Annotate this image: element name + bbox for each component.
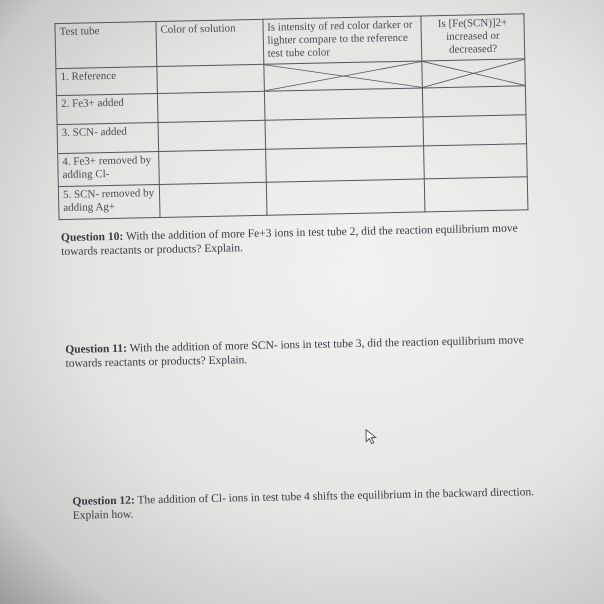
question-10 bbox=[61, 221, 541, 259]
row-label: 5. SCN- removed by adding Ag+ bbox=[58, 184, 159, 219]
cell-intensity[interactable] bbox=[265, 117, 424, 149]
crossed-out-cell bbox=[422, 59, 525, 88]
question-12 bbox=[72, 485, 552, 523]
cell-complex[interactable] bbox=[424, 177, 528, 212]
header-intensity: Is intensity of red color darker or lighter compare to the reference test tube color bbox=[262, 16, 421, 64]
cell-complex[interactable] bbox=[422, 86, 525, 117]
mouse-pointer-icon bbox=[365, 428, 377, 449]
cell-color[interactable] bbox=[157, 91, 264, 122]
cross-out-mark bbox=[422, 59, 524, 87]
header-color: Color of solution bbox=[156, 19, 264, 66]
cell-complex[interactable] bbox=[423, 115, 526, 146]
row-label: 3. SCN- added bbox=[57, 123, 158, 154]
crossed-out-cell bbox=[263, 61, 422, 91]
cell-color[interactable] bbox=[158, 149, 265, 184]
question-12-text: The addition of Cl- ions in test tube 4 shifts the equilibrium in the backward direction. Explain how. bbox=[72, 486, 535, 522]
cross-out-mark bbox=[264, 61, 422, 90]
cell-intensity[interactable] bbox=[264, 88, 423, 120]
header-complex: Is [Fe(SCN)]2+ increased or decreased? bbox=[421, 14, 525, 61]
row-label: 2. Fe3+ added bbox=[56, 94, 157, 125]
question-10-text: With the addition of more Fe+3 ions in test tube 2, did the reaction equilibrium move towards reactants or products? Explain. bbox=[61, 222, 518, 259]
question-11 bbox=[65, 333, 545, 371]
question-12-label: Question 12: bbox=[72, 494, 135, 508]
header-test-tube: Test tube bbox=[55, 22, 157, 69]
row-label: 4. Fe3+ removed by adding Cl- bbox=[58, 151, 159, 186]
worksheet-page bbox=[40, 0, 573, 604]
cell-color[interactable] bbox=[157, 64, 264, 93]
row-label: 1. Reference bbox=[56, 67, 157, 96]
cell-intensity[interactable] bbox=[265, 146, 424, 182]
cell-intensity[interactable] bbox=[266, 179, 425, 215]
question-11-text: With the addition of more SCN- ions in test tube 3, did the reaction equilibrium move towards reactants or products? Explain. bbox=[65, 334, 524, 370]
cell-complex[interactable] bbox=[424, 144, 528, 179]
cell-color[interactable] bbox=[159, 182, 266, 217]
question-11-label: Question 11: bbox=[65, 342, 128, 356]
cell-color[interactable] bbox=[158, 120, 265, 151]
observation-table bbox=[54, 13, 528, 220]
question-10-label: Question 10: bbox=[60, 230, 124, 245]
